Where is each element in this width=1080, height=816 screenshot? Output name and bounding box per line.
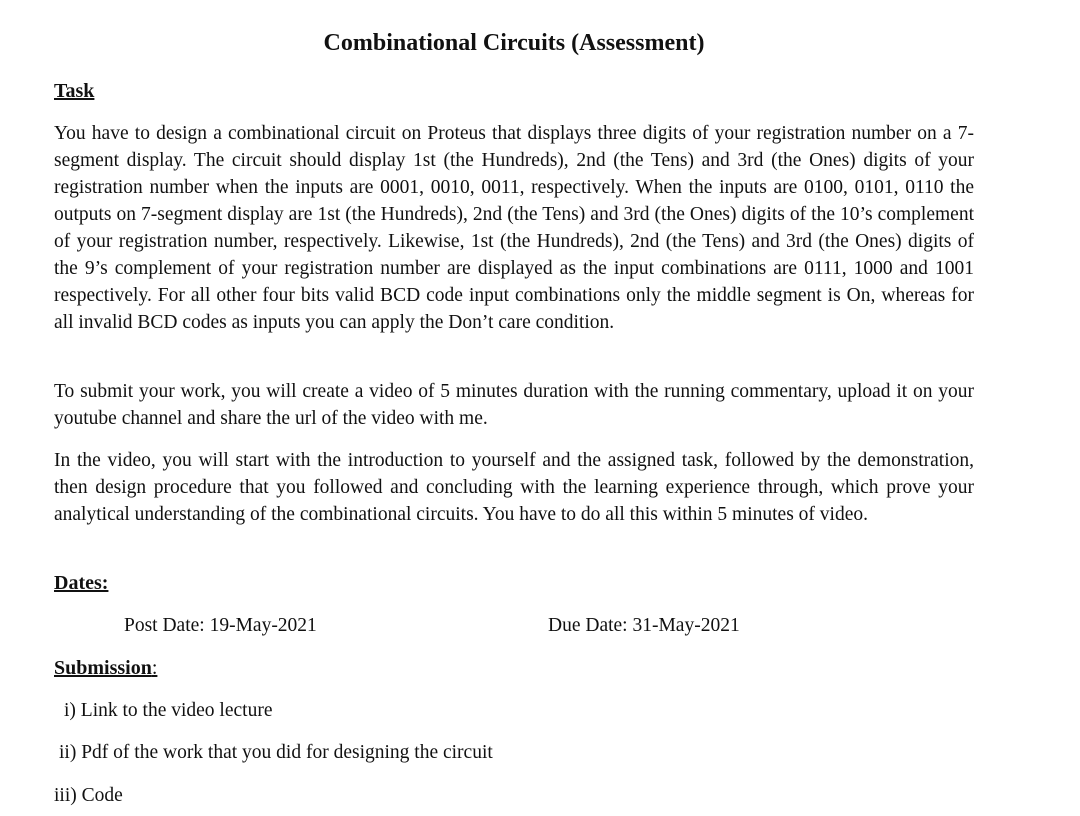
- page-title: Combinational Circuits (Assessment): [323, 30, 705, 56]
- submission-heading-colon: :: [151, 657, 158, 679]
- post-date: Post Date: 19-May-2021: [124, 615, 317, 636]
- submission-item-video-link: i) Link to the video lecture: [64, 700, 273, 721]
- due-date: Due Date: 31-May-2021: [548, 615, 740, 636]
- submission-item-code: iii) Code: [54, 785, 123, 806]
- task-paragraph-3: In the video, you will start with the introduction to yourself and the assigned task, followed by the demonstration, then design procedure that you followed and concluding with the learning experience through, which prove your analytical understanding of the combinational circuits. You have to do all this within 5 minutes of video.: [54, 450, 974, 525]
- task-paragraph-2: To submit your work, you will create a video of 5 minutes duration with the running commentary, upload it on your youtube channel and share the url of the video with me.: [54, 381, 974, 429]
- task-paragraph-1: You have to design a combinational circuit on Proteus that displays three digits of your registration number on a 7-segment display. The circuit should display 1st (the Hundreds), 2nd (the Tens) and 3rd (the Ones) digits of your registration number when the inputs are 0001, 0010, 0011, respectively. When the inputs are 0100, 0101, 0110 the outputs on 7-segment display are 1st (the Hundreds), 2nd (the Tens) and 3rd (the Ones) digits of the 10’s complement of your registration number, respectively. Likewise, 1st (the Hundreds), 2nd (the Tens) and 3rd (the Ones) digits of the 9’s complement of your registration number are displayed as the input combinations are 0111, 1000 and 1001 respectively. For all other four bits valid BCD code input combinations only the middle segment is On, whereas for all invalid BCD codes as inputs you can apply the Don’t care condition.: [54, 123, 974, 333]
- submission-item-pdf: ii) Pdf of the work that you did for designing the circuit: [59, 742, 493, 763]
- submission-heading-label: Submission: [54, 657, 152, 679]
- dates-heading: Dates:: [54, 572, 109, 594]
- submission-heading: [54, 657, 157, 680]
- task-heading: Task: [54, 80, 95, 102]
